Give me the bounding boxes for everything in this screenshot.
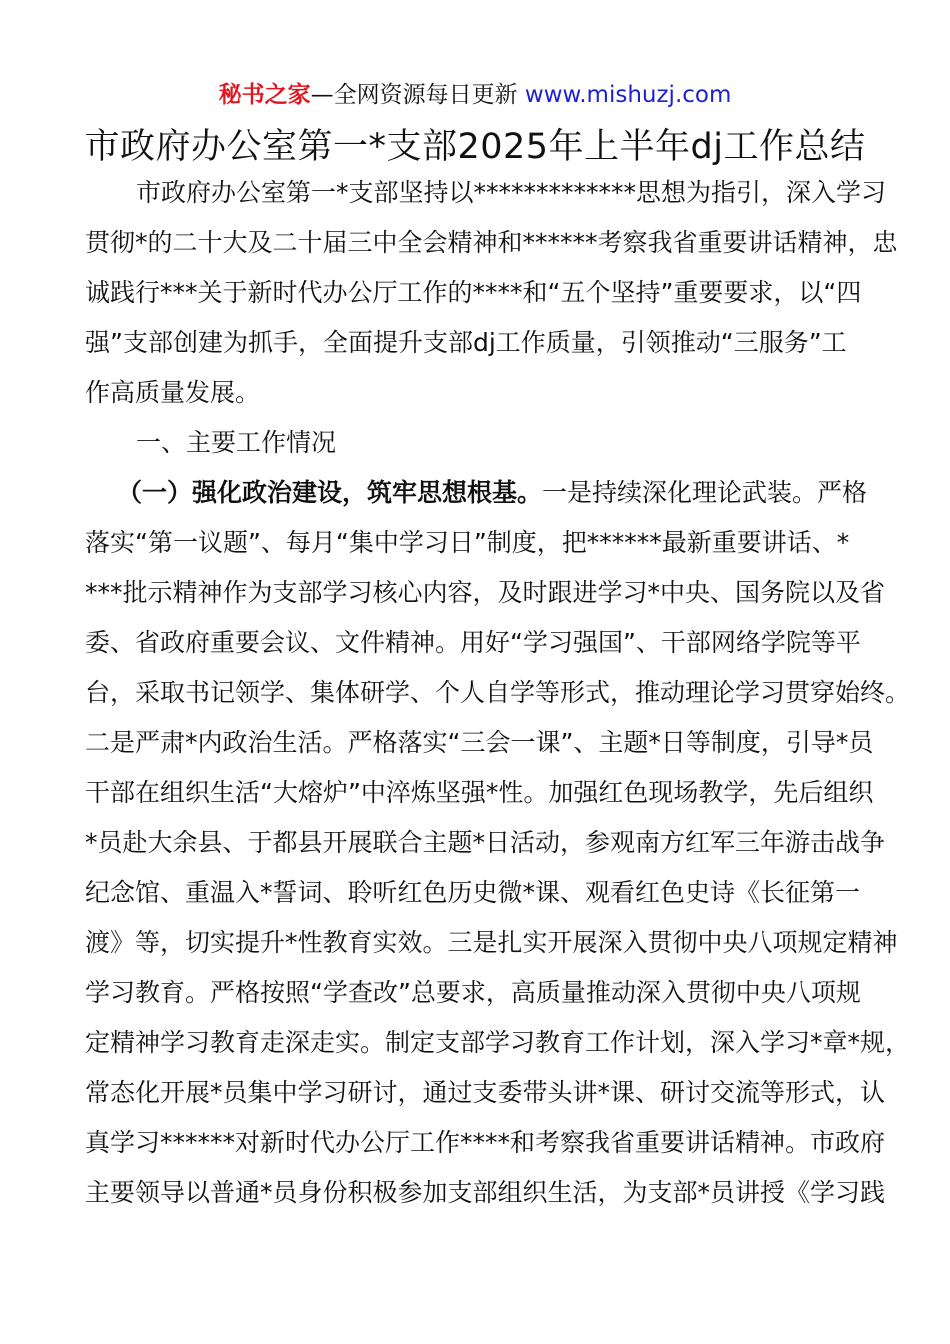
body-line: 主要领导以普通*员身份积极参加支部组织生活，为支部*员讲授《学习践 xyxy=(85,1178,886,1207)
body-line: 定精神学习教育走深走实。制定支部学习教育工作计划，深入学习*章*规， xyxy=(85,1028,911,1057)
body-line: 诚践行***关于新时代办公厅工作的****和“五个坚持”重要要求，以“四 xyxy=(85,278,862,307)
banner-tagline: —全网资源每日更新 xyxy=(310,82,518,108)
body-text: 一是持续深化理论武装。严格 xyxy=(542,478,868,507)
body-line: 贯彻*的二十大及二十届三中全会精神和******考察我省重要讲话精神，忠 xyxy=(85,228,898,257)
body-line: 委、省政府重要会议、文件精神。用好“学习强国”、干部网络学院等平 xyxy=(85,628,861,657)
body-line: 常态化开展*员集中学习研讨，通过支委带头讲*课、研讨交流等形式，认 xyxy=(85,1078,886,1107)
subsection-line xyxy=(117,475,867,511)
document-title: 市政府办公室第一*支部2025年上半年dj工作总结 xyxy=(84,127,866,167)
body-line: 真学习******对新时代办公厅工作****和考察我省重要讲话精神。市政府 xyxy=(85,1128,886,1157)
subsection-heading: （一）强化政治建设，筑牢思想根基。 xyxy=(117,478,543,507)
body-line: 作高质量发展。 xyxy=(85,378,261,407)
body-line: 干部在组织生活“大熔炉”中淬炼坚强*性。加强红色现场教学，先后组织 xyxy=(85,778,874,807)
body-line: 二是严肃*内政治生活。严格落实“三会一课”、主题*日等制度，引导*员 xyxy=(85,728,874,757)
site-url-link[interactable]: www.mishuzj.com xyxy=(524,82,732,108)
body-line: 市政府办公室第一*支部坚持以*************思想为指引，深入学习 xyxy=(136,178,887,207)
site-banner xyxy=(0,78,950,112)
brand-name: 秘书之家 xyxy=(218,82,311,108)
body-line: 强”支部创建为抓手，全面提升支部dj工作质量，引领推动“三服务”工 xyxy=(85,328,847,357)
body-line: 纪念馆、重温入*誓词、聆听红色历史微*课、观看红色史诗《长征第一 xyxy=(85,878,861,907)
body-line: ***批示精神作为支部学习核心内容，及时跟进学习*中央、国务院以及省 xyxy=(85,578,886,607)
section-heading: 一、主要工作情况 xyxy=(136,428,337,457)
body-line: 落实“第一议题”、每月“集中学习日”制度，把******最新重要讲话、* xyxy=(85,528,850,557)
body-line: 台，采取书记领学、集体研学、个人自学等形式，推动理论学习贯穿始终。 xyxy=(85,678,911,707)
body-line: 学习教育。严格按照“学查改”总要求，高质量推动深入贯彻中央八项规 xyxy=(85,978,861,1007)
body-line: 渡》等，切实提升*性教育实效。三是扎实开展深入贯彻中央八项规定精神 xyxy=(85,928,898,957)
body-line: *员赴大余县、于都县开展联合主题*日活动，参观南方红军三年游击战争 xyxy=(85,828,886,857)
